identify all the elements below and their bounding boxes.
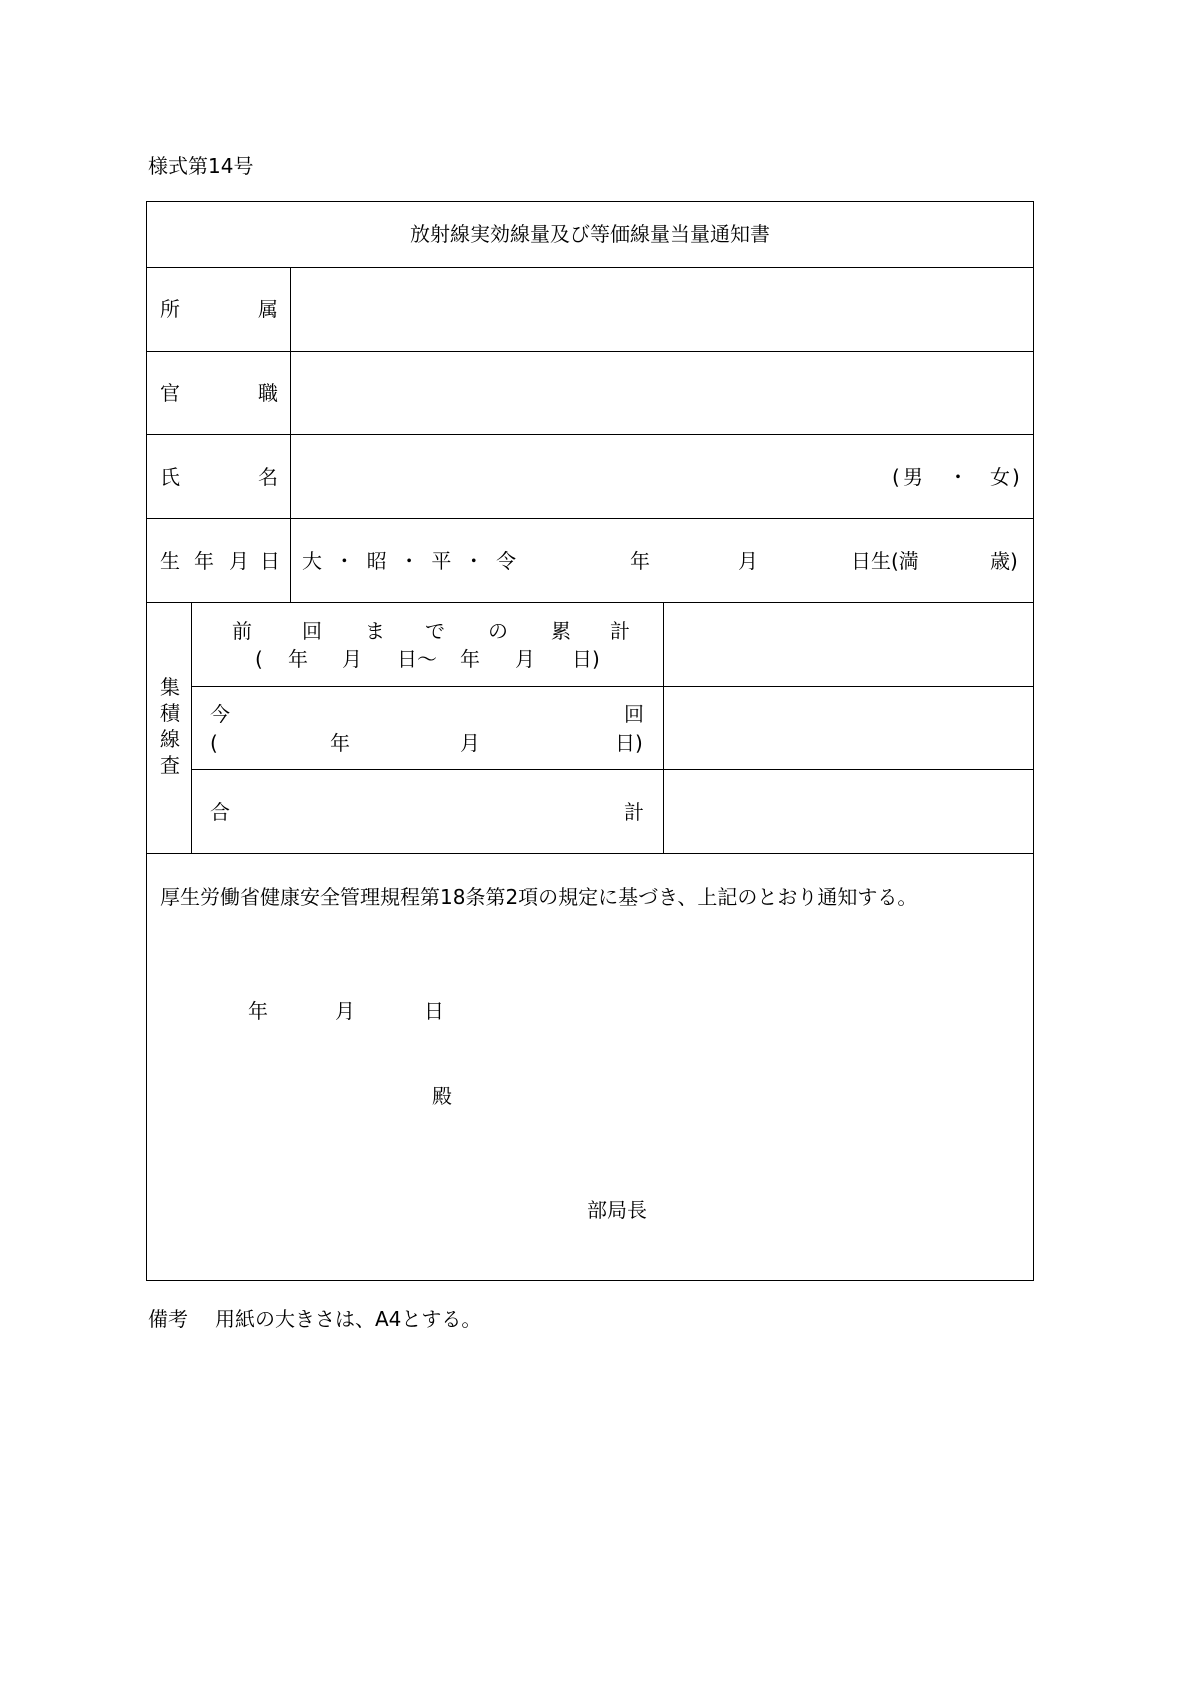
table-border-right [1033,201,1034,1281]
current-date: 日) [615,731,643,755]
previous-period: ( [255,647,263,671]
previous-period: 月 [515,647,535,671]
value-column-divider [663,602,664,853]
birthdate-label: 日 [260,549,280,573]
notice-date: 月 [335,999,355,1023]
cumulative-side-label: 線 [160,727,180,751]
notice-date: 日 [424,999,444,1023]
form-number: 様式第14号 [148,154,254,178]
row-divider [146,853,1034,854]
previous-total-label: 前 [232,619,252,643]
previous-total-value-field[interactable] [665,604,1032,685]
remarks-text: 用紙の大きさは、A4とする。 [215,1307,482,1331]
previous-total-label: 累 [551,619,571,643]
previous-total-label: 回 [302,619,322,643]
gender-close: ) [1012,465,1020,489]
current-date: 年 [330,731,350,755]
affiliation-label: 所 [160,297,180,321]
addressee-suffix: 殿 [432,1084,452,1108]
previous-total-label: で [425,619,445,643]
affiliation-label: 属 [258,297,278,321]
previous-period: 日〜 [397,647,437,671]
current-date: 月 [460,731,480,755]
current-label: 今 [210,702,230,726]
gender-open: ( [892,465,900,489]
birth-day-age-label: 日生(満 [851,549,919,573]
affiliation-field[interactable] [292,269,1032,350]
previous-period: 月 [342,647,362,671]
age-suffix: 歳) [990,549,1018,573]
current-value-field[interactable] [665,688,1032,768]
table-border-top [146,201,1034,202]
name-field[interactable] [292,436,872,517]
previous-period: 年 [288,647,308,671]
previous-total-label: ま [365,619,385,643]
position-label: 官 [160,381,180,405]
row-divider [146,434,1034,435]
position-label: 職 [258,381,278,405]
gender-male[interactable]: 男 [903,465,923,489]
row-divider [191,686,1034,687]
row-divider [146,518,1034,519]
sender: 部局長 [587,1198,647,1222]
cumulative-side-label: 積 [160,701,180,725]
previous-total-label: の [488,619,508,643]
form-title: 放射線実効線量及び等価線量当量通知書 [410,222,770,246]
previous-total-label: 計 [610,619,630,643]
birthdate-label: 年 [194,549,214,573]
previous-period: 日) [572,647,600,671]
total-label: 合 [210,800,230,824]
cumulative-side-label: 査 [160,753,180,777]
position-field[interactable] [292,353,1032,433]
birth-year-label: 年 [630,549,650,573]
notice-text: 厚生労働省健康安全管理規程第18条第2項の規定に基づき、上記のとおり通知する。 [160,885,918,909]
side-label-divider [191,602,192,853]
current-date: ( [210,731,218,755]
label-column-divider [290,267,291,602]
total-label: 計 [624,800,644,824]
name-label: 氏 [160,465,180,489]
birth-month-label: 月 [738,549,758,573]
cumulative-side-label: 集 [160,675,180,699]
birthdate-label: 月 [229,549,249,573]
gender-dot: ・ [948,465,968,489]
birthdate-label: 生 [160,549,180,573]
gender-female[interactable]: 女 [990,465,1010,489]
name-label: 名 [258,465,278,489]
era-options[interactable]: 大 ・ 昭 ・ 平 ・ 令 [302,549,517,573]
row-divider [146,351,1034,352]
table-border-left [146,201,147,1281]
row-divider [191,769,1034,770]
previous-period: 年 [460,647,480,671]
notice-date: 年 [248,999,268,1023]
total-value-field[interactable] [665,771,1032,852]
row-divider [146,267,1034,268]
table-border-bottom [146,1280,1034,1281]
current-label: 回 [624,702,644,726]
row-divider [146,602,1034,603]
remarks-label: 備考 [148,1307,188,1331]
